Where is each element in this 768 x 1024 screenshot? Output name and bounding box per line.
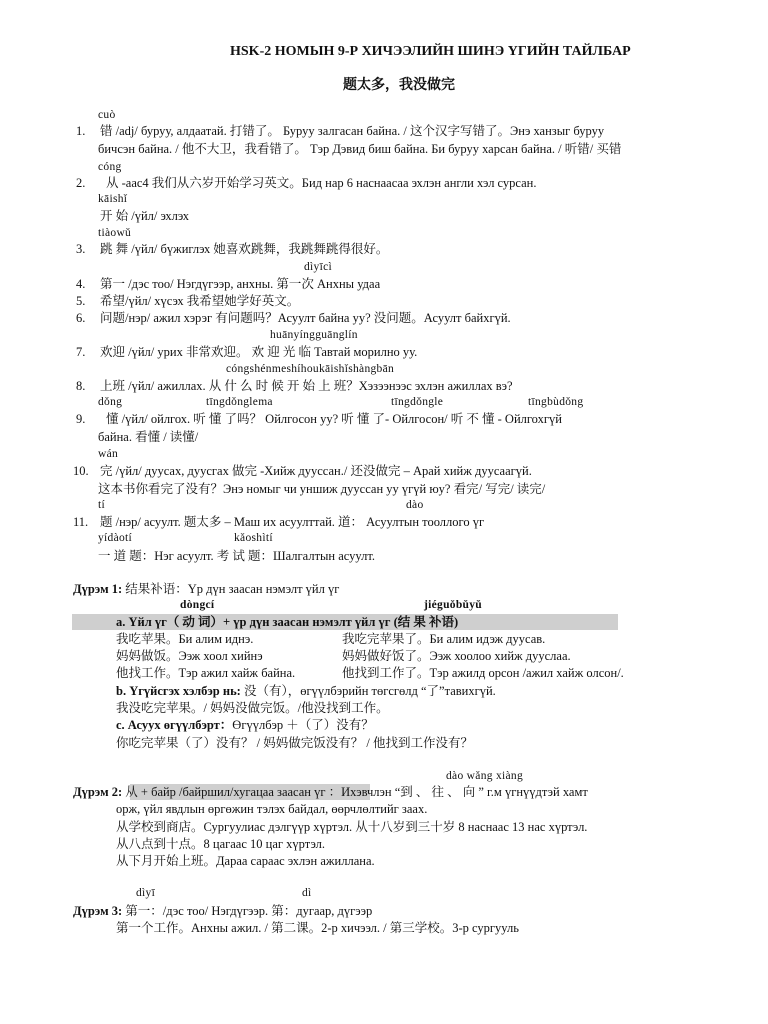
pinyin-annotation: kǎoshìtí: [234, 532, 273, 544]
pinyin-annotation: yídàotí: [98, 532, 133, 544]
item-number: 9.: [76, 412, 86, 426]
vocab-line: байна. 看懂 / 读懂/: [98, 430, 199, 444]
example-line: 他找到工作了。Тэр ажилд орсон /ажил хайж олсон/.: [342, 666, 624, 680]
subsection-label: b. Үгүйсгэх хэлбэр нь:: [116, 684, 241, 698]
example-line: 他找工作。Тэр ажил хайж байна.: [116, 666, 296, 680]
item-number: 2.: [76, 176, 86, 190]
subsection-text: Өгүүлбэр ＋（了）没有？: [232, 718, 374, 732]
example-line: 从学校到商店。Сургуулиас дэлгүүр хүртэл. 从十八岁到三十岁 8 наснаас 13 нас хүртэл.: [116, 820, 588, 834]
pinyin-annotation: tīngdǒngle: [391, 396, 444, 408]
item-number: 7.: [76, 345, 86, 359]
item-number: 3.: [76, 242, 86, 256]
rule-title: 从 + байр /байршил/хугацаа заасан үг ：Ихэвчлэн “到 、 往 、 向 ” г.м үгнүүдтэй хамт: [122, 785, 588, 799]
item-number: 1.: [76, 124, 86, 138]
rule-label: Дүрэм 3:: [73, 904, 123, 918]
pinyin-annotation: dào: [406, 499, 424, 511]
item-number: 5.: [76, 294, 86, 308]
item-number: 8.: [76, 379, 86, 393]
vocab-line: 希望/үйл/ хүсэх 我希望她学好英文。: [100, 294, 300, 308]
vocab-line: 欢迎 /үйл/ урих 非常欢迎。 欢 迎 光 临 Тавтай морилно уу.: [100, 345, 418, 359]
item-number: 6.: [76, 311, 86, 325]
pinyin-annotation: dǒng: [98, 396, 123, 408]
item-number: 10.: [73, 464, 89, 478]
item-number: 4.: [76, 277, 86, 291]
vocab-line: 从 -аас4 我们从六岁开始学习英文。Бид нар 6 наснаасаа эхлэн англи хэл сурсан.: [106, 176, 537, 190]
vocab-line: 这本书你看完了没有？Энэ номыг чи уншиж дууссан уу үгүй юу? 看完/ 写完/ 读完/: [98, 482, 546, 496]
rule-title: 结果补语：Үр дүн заасан нэмэлт үйл үг: [122, 582, 340, 596]
vocab-line: 第一 /дэс тоо/ Нэгдүгээр, анхны. 第一次 Анхны удаа: [100, 277, 381, 291]
example-line: 妈妈做好饭了。Ээж хоолоо хийж дууслаа.: [342, 649, 571, 663]
pinyin-annotation: huānyíngguānglín: [270, 329, 358, 341]
example-line: 从八点到十点。8 цагаас 10 цаг хүртэл.: [116, 837, 325, 851]
vocab-line: 跳 舞 /үйл/ бүжиглэх 她喜欢跳舞，我跳舞跳得很好。: [100, 242, 389, 256]
example-line: 妈妈做饭。Ээж хоол хийнэ: [116, 649, 263, 663]
vocab-line: 错 /adj/ буруу, алдаатай. 打错了。 Буруу залгасан байна. / 这个汉字写错了。Энэ ханзыг буруу: [100, 124, 605, 138]
example-line: 我没吃完苹果。/ 妈妈没做完饭。/他没找到工作。: [116, 701, 389, 715]
pinyin-annotation: dìyīcì: [304, 261, 332, 273]
subsection-label: c. Асуух өгүүлбэрт：: [116, 718, 233, 732]
example-line: 你吃完苹果（了）没有？ / 妈妈做完饭没有？ / 他找到工作没有？: [116, 736, 473, 750]
pinyin-annotation: dìyī: [136, 887, 156, 899]
subsection-text: 没（有），өгүүлбэрийн төгсгөлд “了”тавихгүй.: [240, 684, 496, 698]
pinyin-annotation: kāishǐ: [98, 193, 128, 205]
rule-heading: [73, 905, 372, 918]
pinyin-annotation: tīngbùdǒng: [528, 396, 584, 408]
item-number: 11.: [73, 515, 89, 529]
rule-title: 第一：/дэс тоо/ Нэгдүгээр. 第：дугаар, дүгээр: [122, 904, 373, 918]
pinyin-annotation: tiàowǔ: [98, 227, 132, 239]
document-subtitle: 题太多，我没做完: [343, 78, 455, 93]
vocab-line: 懂 /үйл/ ойлгох. 听 懂 了吗？ Ойлгосон уу? 听 懂 了- Ойлгосон/ 听 不 懂 - Ойлгохгүй: [106, 412, 562, 426]
vocab-line: 开 始 /үйл/ эхлэх: [100, 209, 189, 223]
vocab-line: 上班 /үйл/ ажиллах. 从 什 么 时 候 开 始 上 班？Хэзээнээс эхлэн ажиллах вэ?: [100, 379, 513, 393]
rule-label: Дүрэм 2:: [73, 785, 123, 799]
vocab-line: 完 /үйл/ дуусах, дуусгах 做完 -Хийж дууссан./ 还没做完 – Арай хийж дуусаагүй.: [100, 464, 532, 478]
pinyin-annotation: jiéguǒbǔyǔ: [424, 599, 482, 611]
pinyin-annotation: dì: [302, 887, 312, 899]
pinyin-annotation: dòngcí: [180, 599, 215, 611]
pinyin-annotation: tí: [98, 499, 105, 511]
vocab-line: 问题/нэр/ ажил хэрэг 有问题吗？Асуулт байна уу? 没问题。Асуулт байхгүй.: [100, 311, 511, 325]
rule-description: орж, үйл явдлын өргөжин тэлэх байдал, өөрчлөлтийг заах.: [116, 802, 428, 816]
pinyin-annotation: cuò: [98, 109, 116, 121]
vocab-line: бичсэн байна. / 他不大卫，我看错了。 Тэр Дэвид биш байна. Би буруу харсан байна. / 听错/ 买错: [98, 142, 622, 156]
pinyin-annotation: cóng: [98, 161, 122, 173]
rule-subsection: [116, 685, 496, 698]
pinyin-annotation: dào wǎng xiàng: [446, 770, 524, 782]
pinyin-annotation: tīngdǒnglema: [206, 396, 273, 408]
vocab-line: 题 /нэр/ асуулт. 题太多 – Маш их асуулттай. 道： Асуултын тооллого үг: [100, 515, 485, 529]
rule-subsection: [116, 719, 374, 732]
example-line: 从下月开始上班。Дараа сараас эхлэн ажиллана.: [116, 854, 375, 868]
rule-heading: [73, 786, 588, 799]
rule-pattern: a. Үйл үг（ 动 词）+ үр дүн заасан нэмэлт үйл үг (结 果 补语): [116, 615, 459, 629]
rule-heading: [73, 583, 339, 596]
rule-label: Дүрэм 1:: [73, 582, 123, 596]
example-line: 我吃苹果。Би алим иднэ.: [116, 632, 254, 646]
pinyin-annotation: cóngshénmeshíhoukāishǐshàngbān: [226, 363, 395, 375]
example-line: 我吃完苹果了。Би алим идэж дуусав.: [342, 632, 546, 646]
document-title: HSK-2 НОМЫН 9-Р ХИЧЭЭЛИЙН ШИНЭ ҮГИЙН ТАЙЛБАР: [230, 44, 631, 59]
vocab-line: 一 道 题：Нэг асуулт. 考 试 题：Шалгалтын асуулт.: [98, 549, 376, 563]
pinyin-annotation: wán: [98, 448, 119, 460]
example-line: 第一个工作。Анхны ажил. / 第二课。2-р хичээл. / 第三学校。3-р сургууль: [116, 921, 519, 935]
